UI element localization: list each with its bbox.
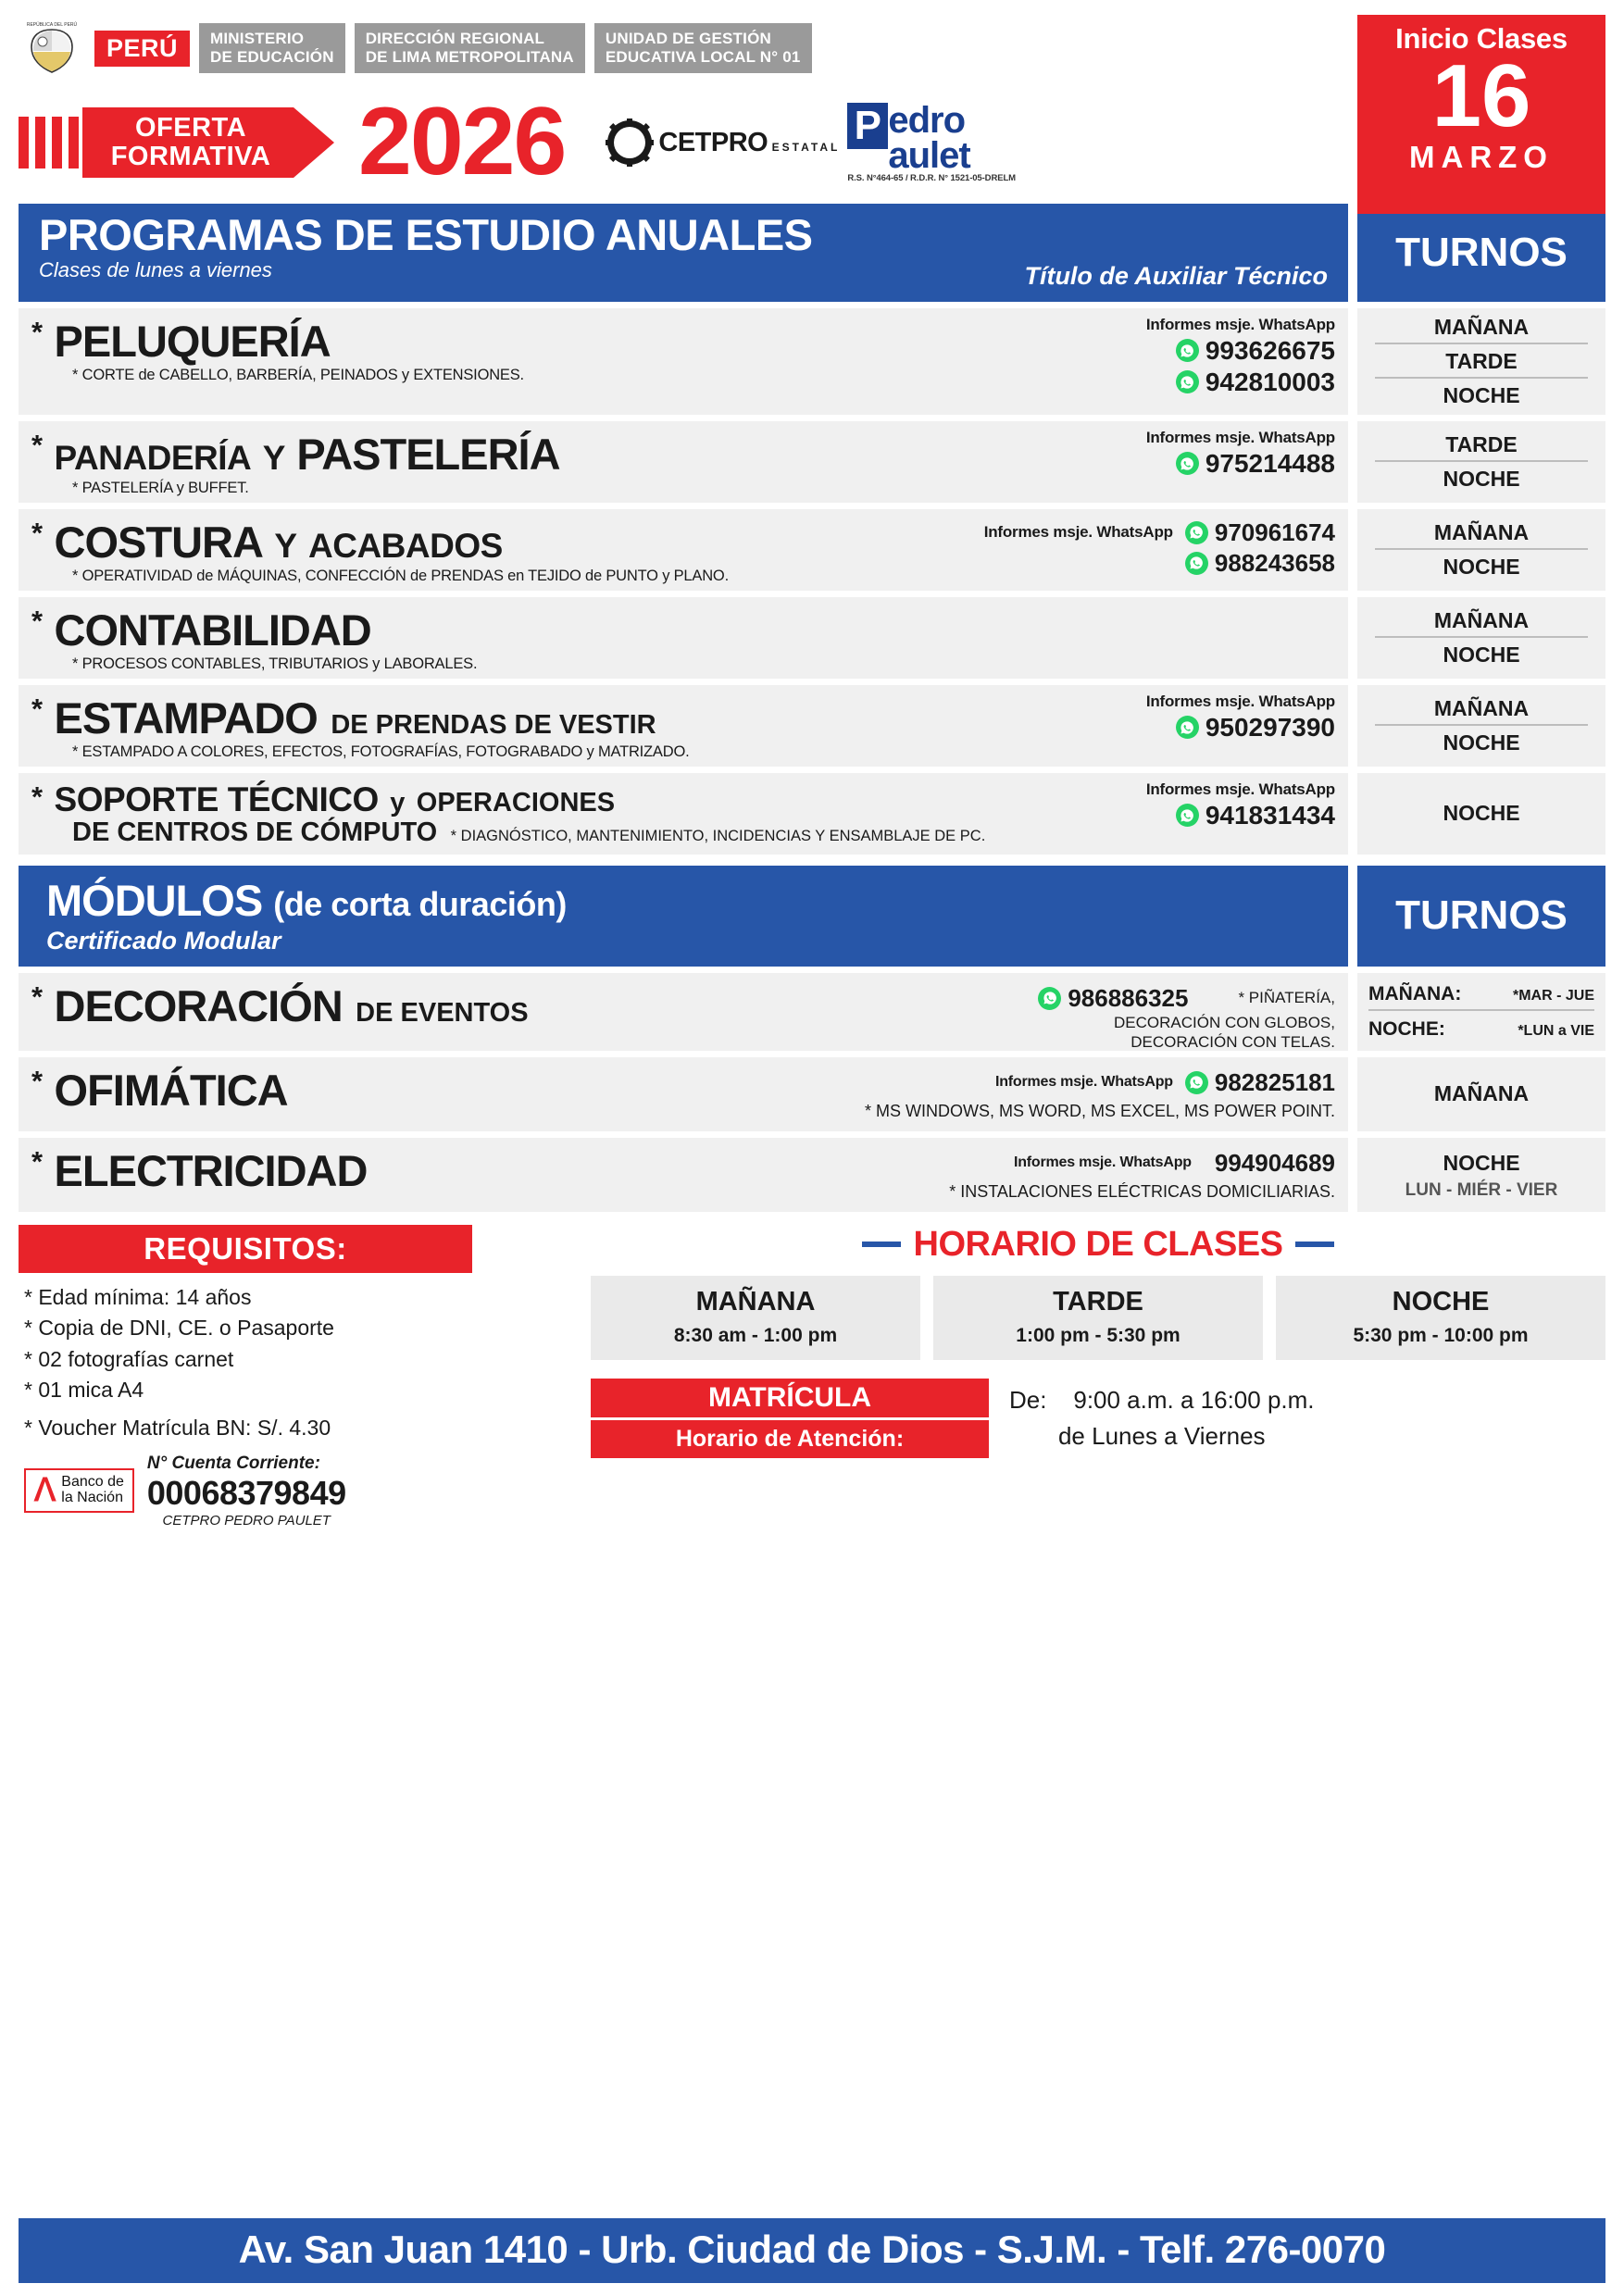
bullet-asterisk: * (31, 1144, 44, 1178)
whatsapp-block-electricidad (949, 1147, 1335, 1202)
program-row-soporte (19, 773, 1605, 855)
program-detail-costura: * OPERATIVIDAD de MÁQUINAS, CONFECCIÓN de PRENDAS en TEJIDO de PUNTO y PLANO. (72, 567, 729, 584)
module-detail-line3: DECORACIÓN CON TELAS. (1131, 1032, 1335, 1051)
modules-title-band (19, 866, 1348, 967)
bank-account-row (19, 1454, 574, 1529)
chip-ugel-line2: EDUCATIVA LOCAL N° 01 (605, 48, 801, 66)
turnos-panaderia (1357, 421, 1605, 503)
bullet-asterisk: * (31, 516, 44, 549)
turnos-estampado (1357, 685, 1605, 767)
whatsapp-icon (1038, 987, 1061, 1010)
program-name-operaciones: OPERACIONES (416, 787, 616, 817)
annual-title: PROGRAMAS DE ESTUDIO ANUALES (39, 210, 813, 259)
chip-ugel (594, 23, 812, 73)
gear-icon (606, 119, 654, 167)
program-name-soporte: SOPORTE TÉCNICO (54, 780, 379, 818)
program-info-estampado (19, 685, 1348, 767)
oferta-formativa-row (19, 87, 1605, 198)
whatsapp-number-row-2[interactable] (984, 549, 1335, 578)
whatsapp-label: Informes msje. WhatsApp (994, 1074, 1173, 1091)
cetpro-name: ETPRO (677, 127, 768, 157)
whatsapp-icon (1185, 1071, 1208, 1094)
account-block (147, 1454, 346, 1529)
chip-direccion-line2: DE LIMA METROPOLITANA (365, 48, 574, 66)
whatsapp-block-ofimatica (865, 1067, 1335, 1121)
module-detail-electricidad: * INSTALACIONES ELÉCTRICAS DOMICILIARIAS. (949, 1181, 1335, 1201)
horario-card-noche (1276, 1276, 1605, 1360)
chip-ministerio-line1: MINISTERIO (210, 29, 305, 47)
turno-mañana-label: MAÑANA: (1368, 982, 1462, 1004)
decorative-bars-icon (19, 115, 79, 170)
turnos-contabilidad (1357, 597, 1605, 679)
whatsapp-label: Informes msje. WhatsApp (1145, 428, 1335, 446)
turnos-header-annual: TURNOS (1357, 204, 1605, 302)
module-info-ofimatica (19, 1057, 1348, 1131)
year-2026: 2026 (358, 88, 566, 196)
inicio-clases-label: Inicio Clases (1395, 22, 1568, 55)
chip-direccion-regional (355, 23, 585, 73)
whatsapp-label: Informes msje. WhatsApp (983, 523, 1173, 542)
requisito-item: * 02 fotografías carnet (24, 1346, 234, 1371)
whatsapp-number: 994904689 (1214, 1148, 1335, 1177)
matricula-days: de Lunes a Viernes (1057, 1421, 1266, 1450)
whatsapp-label: Informes msje. WhatsApp (1013, 1154, 1192, 1171)
annual-subtitle: Clases de lunes a viernes (39, 257, 272, 281)
requisito-item: * Edad mínima: 14 años (24, 1284, 252, 1309)
turnos-decoracion (1357, 973, 1605, 1051)
chip-ministerio-line2: DE EDUCACIÓN (210, 48, 334, 66)
horario-card-name: MAÑANA (695, 1286, 816, 1316)
module-name-decoracion: DECORACIÓN (54, 980, 343, 1030)
requisito-item: * Voucher Matrícula BN: S/. 4.30 (24, 1416, 331, 1441)
program-name-pasteleria: PASTELERÍA (296, 429, 560, 479)
horario-title-row (591, 1225, 1605, 1265)
bullet-asterisk: * (31, 780, 44, 813)
program-name-estampado: ESTAMPADO (54, 693, 318, 742)
turno-noche: NOCHE (1443, 466, 1520, 491)
whatsapp-number-row[interactable] (1146, 713, 1335, 742)
requisitos-list (19, 1282, 574, 1444)
annual-tagline: Título de Auxiliar Técnico (1024, 261, 1328, 290)
whatsapp-block-decoracion (1038, 982, 1335, 1052)
whatsapp-number: 986886325 (1068, 983, 1189, 1012)
bullet-asterisk: * (31, 1064, 44, 1097)
inicio-clases-month: MARZO (1409, 140, 1554, 175)
turnos-header-modules: TURNOS (1357, 866, 1605, 967)
whatsapp-block-peluqueria (1146, 316, 1335, 397)
whatsapp-number-row-2[interactable] (1146, 368, 1335, 397)
requisitos-column (19, 1225, 574, 1529)
turnos-electricidad (1357, 1138, 1605, 1212)
module-detail-ofimatica: * MS WINDOWS, MS WORD, MS EXCEL, MS POWER POINT. (864, 1101, 1335, 1120)
whatsapp-number-row[interactable] (865, 1068, 1335, 1097)
chip-ministerio (199, 23, 345, 73)
account-number: 00068379849 (146, 1473, 346, 1512)
program-name-contabilidad: CONTABILIDAD (54, 605, 371, 655)
program-row-panaderia (19, 421, 1605, 503)
program-name-conjunction: Y (274, 526, 297, 565)
banco-nacion-logo (24, 1468, 134, 1513)
turnos-peluqueria (1357, 308, 1605, 415)
oferta-arrow (82, 107, 334, 178)
whatsapp-icon (1176, 716, 1199, 739)
matricula-box (591, 1379, 989, 1458)
whatsapp-number-row[interactable] (984, 518, 1335, 547)
peru-coat-of-arms-icon (19, 18, 85, 79)
whatsapp-number: 942810003 (1205, 367, 1335, 396)
matricula-row (591, 1379, 1605, 1458)
pedro-paulet-logo (847, 99, 1016, 183)
program-info-peluqueria (19, 308, 1348, 415)
cetpro-logo (606, 119, 840, 167)
program-row-contabilidad (19, 597, 1605, 679)
module-detail-line2: DECORACIÓN CON GLOBOS, (1114, 1013, 1335, 1031)
module-info-decoracion (19, 973, 1348, 1051)
whatsapp-number-row[interactable] (1146, 336, 1335, 366)
whatsapp-number-row[interactable] (1146, 801, 1335, 830)
turno-noche-days: *LUN a VIE (1518, 1022, 1594, 1039)
matricula-title: MATRÍCULA (591, 1379, 989, 1417)
turno-mañana-days: *MAR - JUE (1512, 987, 1594, 1004)
program-info-contabilidad (19, 597, 1348, 679)
account-label: N° Cuenta Corriente: (146, 1453, 320, 1473)
banco-nacion-mark-icon: ᐱ (34, 1472, 56, 1508)
turno-noche: NOCHE (1443, 642, 1520, 667)
footer-address: Av. San Juan 1410 - Urb. Ciudad de Dios - S.J.M. - Telf. 276-0070 (19, 2218, 1605, 2283)
modules-title: MÓDULOS (46, 875, 263, 925)
matricula-times (1009, 1382, 1315, 1454)
program-name-panaderia: PANADERÍA (54, 438, 252, 477)
whatsapp-icon (1176, 370, 1199, 393)
annual-title-band (19, 204, 1348, 302)
turno-days-electricidad: LUN - MIÉR - VIER (1405, 1180, 1558, 1201)
modules-subtitle: Certificado Modular (46, 926, 281, 955)
turno-noche: NOCHE (1443, 730, 1520, 755)
turnos-ofimatica (1357, 1057, 1605, 1131)
program-name-estampado-sub: DE PRENDAS DE VESTIR (331, 709, 656, 740)
requisitos-title: REQUISITOS: (19, 1225, 472, 1273)
oferta-line2: FORMATIVA (110, 142, 271, 171)
bank-name-line2: la Nación (61, 1490, 123, 1506)
turno-noche-label: NOCHE: (1368, 1017, 1445, 1040)
program-row-estampado (19, 685, 1605, 767)
turno-noche: NOCHE (1443, 382, 1520, 407)
turnos-soporte (1357, 773, 1605, 855)
program-info-soporte (19, 773, 1348, 855)
turno-noche: NOCHE (1443, 1151, 1520, 1176)
module-name-electricidad: ELECTRICIDAD (54, 1145, 368, 1195)
module-detail-line1: * PIÑATERÍA, (1238, 989, 1335, 1007)
horario-card-hours: 8:30 am - 1:00 pm (673, 1324, 838, 1346)
program-name-conjunction: y (390, 787, 406, 817)
whatsapp-label: Informes msje. WhatsApp (1145, 780, 1335, 798)
turno-noche: NOCHE (1443, 554, 1520, 579)
whatsapp-block-panaderia (1146, 429, 1335, 479)
dash-left-icon (862, 1242, 901, 1247)
turno-mañana: MAÑANA (1433, 1081, 1530, 1106)
whatsapp-number: 993626675 (1205, 335, 1335, 365)
whatsapp-icon (1176, 804, 1199, 827)
module-name-ofimatica: OFIMÁTICA (54, 1065, 288, 1115)
chip-direccion-line1: DIRECCIÓN REGIONAL (365, 29, 545, 47)
bank-name-line1: Banco de (61, 1474, 124, 1491)
whatsapp-icon (1185, 552, 1208, 575)
turnos-costura (1357, 509, 1605, 591)
horario-card-tarde (933, 1276, 1263, 1360)
whatsapp-number: 950297390 (1205, 712, 1335, 742)
bullet-asterisk: * (31, 428, 44, 461)
turno-tarde: TARDE (1375, 346, 1588, 379)
program-detail-peluqueria: * CORTE de CABELLO, BARBERÍA, PEINADOS y EXTENSIONES. (72, 366, 524, 383)
program-row-costura (19, 509, 1605, 591)
module-row-ofimatica (19, 1057, 1605, 1131)
whatsapp-block-estampado (1146, 693, 1335, 742)
institution-logos (606, 99, 1016, 183)
inicio-clases-day: 16 (1431, 46, 1531, 145)
chip-ugel-line1: UNIDAD DE GESTIÓN (605, 29, 771, 47)
program-info-panaderia (19, 421, 1348, 503)
turno-mañana: MAÑANA (1375, 312, 1588, 344)
horario-title: HORARIO DE CLASES (913, 1224, 1283, 1264)
program-name-costura: COSTURA (54, 517, 263, 567)
horario-card-name: NOCHE (1392, 1286, 1490, 1316)
program-detail-soporte: * DIAGNÓSTICO, MANTENIMIENTO, INCIDENCIAS Y ENSAMBLAJE DE PC. (450, 827, 986, 844)
dash-right-icon (1295, 1242, 1334, 1247)
whatsapp-number-row[interactable] (949, 1149, 1335, 1178)
program-detail-contabilidad: * PROCESOS CONTABLES, TRIBUTARIOS y LABORALES. (72, 655, 478, 672)
whatsapp-block-soporte (1146, 780, 1335, 830)
program-row-peluqueria (19, 308, 1605, 415)
cetpro-sub: ESTATAL (771, 140, 841, 154)
paulet-resolution: R.S. N°464-65 / R.D.R. N° 1521-05-DRELM (847, 172, 1016, 183)
whatsapp-number: 941831434 (1205, 800, 1335, 830)
bottom-section (19, 1225, 1605, 1529)
program-detail-estampado: * ESTAMPADO A COLORES, EFECTOS, FOTOGRAFÍAS, FOTOGRABADO y MATRIZADO. (72, 742, 690, 760)
svg-text:REPÚBLICA DEL PERÚ: REPÚBLICA DEL PERÚ (26, 22, 78, 28)
whatsapp-icon (1176, 452, 1199, 475)
horario-card-hours: 1:00 pm - 5:30 pm (1016, 1324, 1181, 1346)
cetpro-c: C (658, 127, 678, 157)
horario-card-name: TARDE (1053, 1286, 1143, 1316)
modules-header-row (19, 866, 1605, 967)
whatsapp-number: 988243658 (1214, 548, 1335, 577)
bullet-asterisk: * (31, 980, 44, 1013)
whatsapp-label: Informes msje. WhatsApp (1145, 692, 1335, 710)
whatsapp-icon (1176, 339, 1199, 362)
turno-mañana: MAÑANA (1375, 518, 1588, 550)
cetpro-wordmark (658, 127, 841, 157)
program-info-costura (19, 509, 1348, 591)
turno-mañana: MAÑANA (1375, 605, 1588, 638)
bullet-asterisk: * (31, 604, 44, 637)
whatsapp-block-costura (984, 517, 1335, 578)
horario-card-mañana (591, 1276, 920, 1360)
requisito-item: * 01 mica A4 (24, 1377, 144, 1402)
matricula-subtitle: Horario de Atención: (591, 1417, 989, 1458)
program-name-peluqueria: PELUQUERÍA (54, 316, 331, 366)
program-name-acabados: ACABADOS (308, 526, 503, 565)
whatsapp-number-row[interactable] (1038, 984, 1335, 1013)
paulet-name2: aulet (888, 134, 970, 176)
bullet-asterisk: * (31, 315, 44, 348)
whatsapp-number: 970961674 (1214, 518, 1335, 546)
annual-header-row (19, 204, 1605, 302)
whatsapp-number: 982825181 (1214, 1067, 1335, 1096)
program-detail-panaderia: * PASTELERÍA y BUFFET. (72, 479, 249, 496)
modules-title-small: (de corta duración) (273, 884, 567, 923)
paulet-p-letter: P (847, 103, 888, 149)
whatsapp-number-row[interactable] (1146, 449, 1335, 479)
turno-mañana: MAÑANA (1375, 693, 1588, 726)
account-owner: CETPRO PEDRO PAULET (162, 1512, 331, 1529)
whatsapp-number: 975214488 (1205, 448, 1335, 478)
module-row-decoracion (19, 973, 1605, 1051)
module-info-electricidad (19, 1138, 1348, 1212)
turno-noche: NOCHE (1443, 801, 1520, 826)
requisito-item: * Copia de DNI, CE. o Pasaporte (24, 1316, 334, 1341)
program-name-centros-computo: DE CENTROS DE CÓMPUTO (72, 817, 438, 847)
module-name-eventos: DE EVENTOS (356, 997, 529, 1028)
horario-card-hours: 5:30 pm - 10:00 pm (1353, 1324, 1529, 1346)
whatsapp-icon (1185, 521, 1208, 544)
oferta-line1: OFERTA (134, 112, 247, 143)
program-name-conjunction: Y (262, 438, 285, 477)
peru-label: PERÚ (94, 31, 190, 67)
arrow-head-icon (294, 107, 334, 178)
paulet-name1: edro (888, 99, 966, 141)
whatsapp-label: Informes msje. WhatsApp (1145, 315, 1335, 333)
module-row-electricidad (19, 1138, 1605, 1212)
horario-column (591, 1225, 1605, 1529)
horario-cards (591, 1276, 1605, 1360)
bullet-asterisk: * (31, 692, 44, 725)
matricula-time: De: 9:00 a.m. a 16:00 p.m. (1009, 1385, 1315, 1414)
turno-tarde: TARDE (1375, 430, 1588, 462)
